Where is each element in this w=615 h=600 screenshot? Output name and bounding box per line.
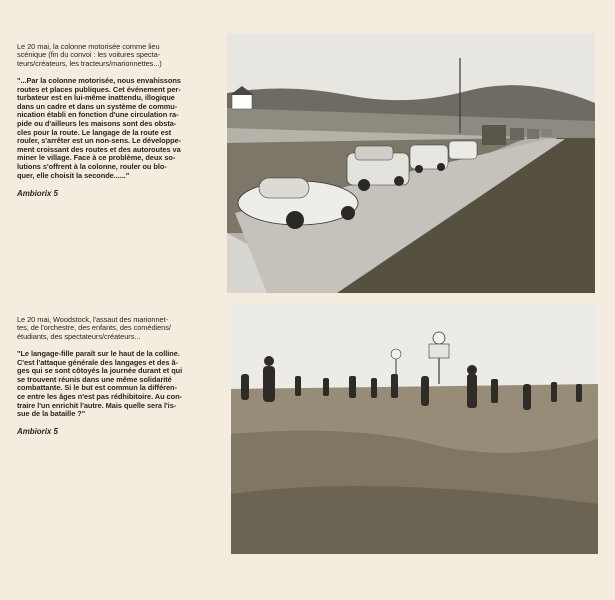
crowd-photo-image <box>231 304 598 554</box>
convoy-photo-image <box>227 33 595 293</box>
caption-block-woodstock <box>17 307 217 446</box>
caption-quote: "...Par la colonne motorisée, nous envahissons routes et places publiques. Cet événement per- turbateur est en lui-même inattendu, illogique dans un cadre et dans un système de commu- nication établi en fonction d'une circulation ra- pide ou d'ailleurs les maisons sont des obsta- cles pour la route. Le langage de la route est rouler, s'arrêter est un non-sens. Le développe- ment croissant des routes et des autoroutes va miner le village. Face à ce problème, deux so- lutions s'offrent à la colonne, rouler ou blo- quer, elle choisit la seconde......" <box>17 75 182 180</box>
photo-motorized-convoy <box>227 33 595 293</box>
caption-block-convoy <box>17 34 217 207</box>
car-fourth <box>449 141 477 159</box>
car-second <box>347 146 409 191</box>
caption-intro: Le 20 mai, Woodstock, l'assaut des marionnet- tes, de l'orchestre, des enfants, des comédiens/ étudiants, des spectateurs/créateurs... <box>17 314 171 341</box>
caption-source: Ambiorix 5 <box>17 188 58 198</box>
caption-quote: "Le langage-fille paraît sur le haut de la colline. C'est l'attaque générale des langages et des â- ges qui se sont côtoyés la journée durant et qui se trouvent réunis dans une même solidarité combattante. Si le but est commun la différen- ce entre les âges n'est pas rédhibitoire. Au con- traire l'un enrichit l'autre. Mais quelle sera l'is- sue de la bataille ?" <box>17 348 183 419</box>
caption-source: Ambiorix 5 <box>17 427 58 437</box>
caption-intro: Le 20 mai, la colonne motorisée comme lieu scénique (fin du convoi : les voitures specta- teurs/créateurs, les tracteurs/marionnettes...) <box>17 41 162 68</box>
photo-hillside-crowd <box>231 304 598 554</box>
car-third <box>410 145 448 173</box>
